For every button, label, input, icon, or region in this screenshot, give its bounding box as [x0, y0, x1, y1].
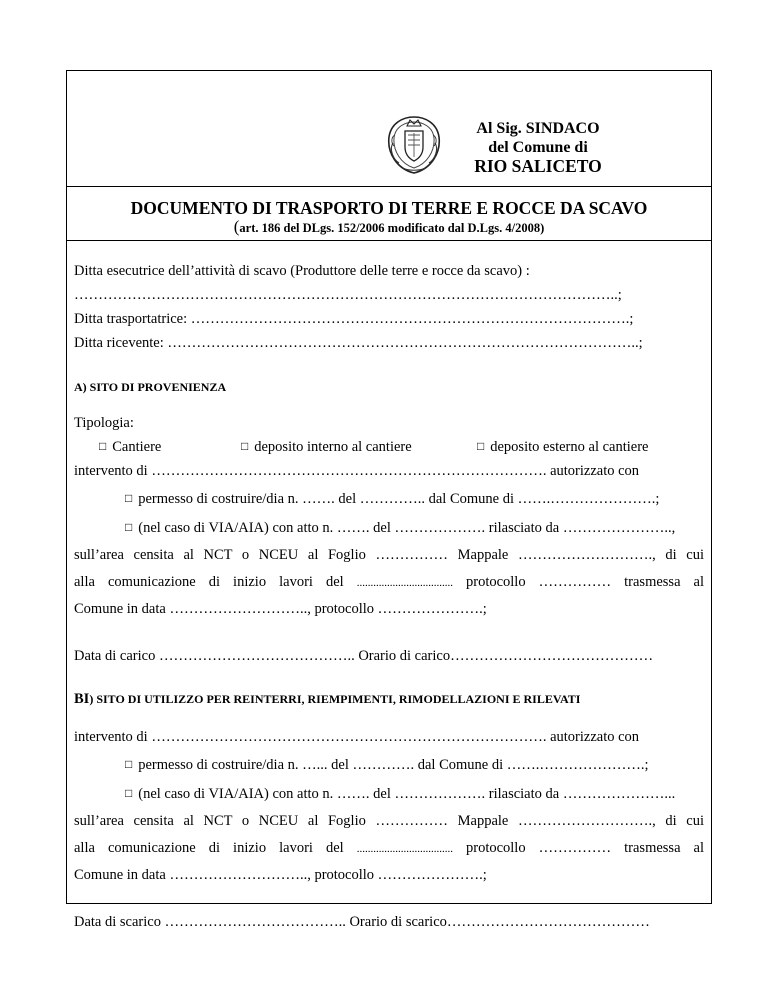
checkbox-icon[interactable]: □ — [477, 439, 485, 453]
checkbox-icon[interactable]: □ — [125, 757, 133, 771]
area-b-field[interactable]: sull’area censita al NCT o NCEU al Foglio …………… Mappale ………………………., di cui — [74, 813, 704, 829]
ditta-trasportatrice-field[interactable]: Ditta trasportatrice: ……………………………………………………………………………….; — [74, 311, 634, 327]
tipologia-label: Tipologia: — [74, 415, 134, 431]
comune-data-b-field[interactable]: Comune in data ……………………….., protocollo ………………….; — [74, 867, 487, 883]
option-label: deposito interno al cantiere — [254, 439, 412, 455]
addressee-block — [463, 119, 613, 176]
addressee-line-2: del Comune di — [488, 139, 588, 156]
permesso-a-text: permesso di costruire/dia n. ……. del ………….. dal Comune di …….………………….; — [138, 491, 660, 507]
comunicazione-b-rest: protocollo …………… trasmessa al — [465, 840, 705, 856]
title-section — [67, 187, 711, 241]
option-deposito-interno[interactable] — [241, 438, 412, 456]
data-carico-field[interactable]: Data di carico ………………………………….. Orario di carico…………………………………… — [74, 648, 654, 664]
municipal-coat-of-arms-icon — [385, 113, 443, 177]
intervento-b-field[interactable]: intervento di ………………………………………………………………………. autorizzato con — [74, 729, 640, 745]
data-scarico-field[interactable]: Data di scarico ……………………………….. Orario di scarico…………………………………… — [74, 914, 650, 930]
permesso-a-row[interactable] — [125, 490, 704, 508]
option-label: deposito esterno al cantiere — [490, 439, 649, 455]
option-deposito-esterno[interactable] — [477, 438, 648, 456]
checkbox-icon[interactable]: □ — [125, 491, 133, 505]
comunicazione-a-field[interactable] — [74, 573, 704, 592]
checkbox-icon[interactable]: □ — [241, 439, 249, 453]
comunicazione-a-text: alla comunicazione di inizio lavori del — [74, 574, 344, 590]
area-a-field[interactable]: sull’area censita al NCT o NCEU al Foglio …………… Mappale ………………………., di cui — [74, 547, 704, 563]
comunicazione-a-dots: ................................... — [356, 577, 453, 589]
header-section — [67, 71, 711, 187]
permesso-b-row[interactable] — [125, 756, 704, 774]
addressee-line-1: Al Sig. SINDACO — [476, 120, 600, 137]
checkbox-icon[interactable]: □ — [125, 520, 133, 534]
comunicazione-a-rest: protocollo …………… trasmessa al — [465, 574, 705, 590]
ditta-esecutrice-label: Ditta esecutrice dell’attività di scavo (Produttore delle terre e rocce da scavo) : — [74, 263, 530, 279]
via-aia-a-text: (nel caso di VIA/AIA) con atto n. ……. del ………………. rilasciato da ………………….., — [138, 520, 676, 536]
option-cantiere[interactable] — [99, 438, 161, 456]
via-aia-b-row[interactable] — [125, 785, 704, 803]
permesso-b-text: permesso di costruire/dia n. …... del …………. dal Comune di …….………………….; — [138, 757, 649, 773]
section-b-heading — [74, 690, 704, 708]
subtitle-text: art. 186 del DLgs. 152/2006 modificato dal D.Lgs. 4/2008) — [239, 221, 545, 235]
option-label: Cantiere — [112, 439, 162, 455]
checkbox-icon[interactable]: □ — [125, 786, 133, 800]
section-a-heading: A) SITO DI PROVENIENZA — [74, 380, 227, 394]
via-aia-a-row[interactable] — [125, 519, 704, 537]
document-subtitle — [67, 219, 711, 236]
section-b-heading-prefix: BI — [74, 691, 90, 707]
comunicazione-b-dots: ................................... — [356, 843, 453, 855]
section-b-heading-text: ) SITO DI UTILIZZO PER REINTERRI, RIEMPIMENTI, RIMODELLAZIONI E RILEVATI — [89, 692, 581, 706]
form-frame — [66, 70, 712, 930]
comune-data-a-field[interactable]: Comune in data ……………………….., protocollo ………………….; — [74, 601, 487, 617]
intervento-a-field[interactable]: intervento di ………………………………………………………………………. autorizzato con — [74, 463, 640, 479]
ditta-ricevente-field[interactable]: Ditta ricevente: ……………………………………………………………………………………..; — [74, 335, 643, 351]
form-body — [67, 241, 711, 930]
via-aia-b-text: (nel caso di VIA/AIA) con atto n. ……. del ………………. rilasciato da …………………... — [138, 786, 676, 802]
comunicazione-b-field[interactable] — [74, 839, 704, 858]
tipologia-options — [67, 438, 711, 456]
document-title: DOCUMENTO DI TRASPORTO DI TERRE E ROCCE DA SCAVO — [130, 198, 648, 218]
subtitle-paren: ( — [233, 217, 240, 236]
checkbox-icon[interactable]: □ — [99, 439, 107, 453]
addressee-line-3: RIO SALICETO — [474, 156, 602, 176]
ditta-esecutrice-field[interactable]: …………………………………………………………………………………………………..; — [74, 287, 622, 303]
comunicazione-b-text: alla comunicazione di inizio lavori del — [74, 840, 344, 856]
